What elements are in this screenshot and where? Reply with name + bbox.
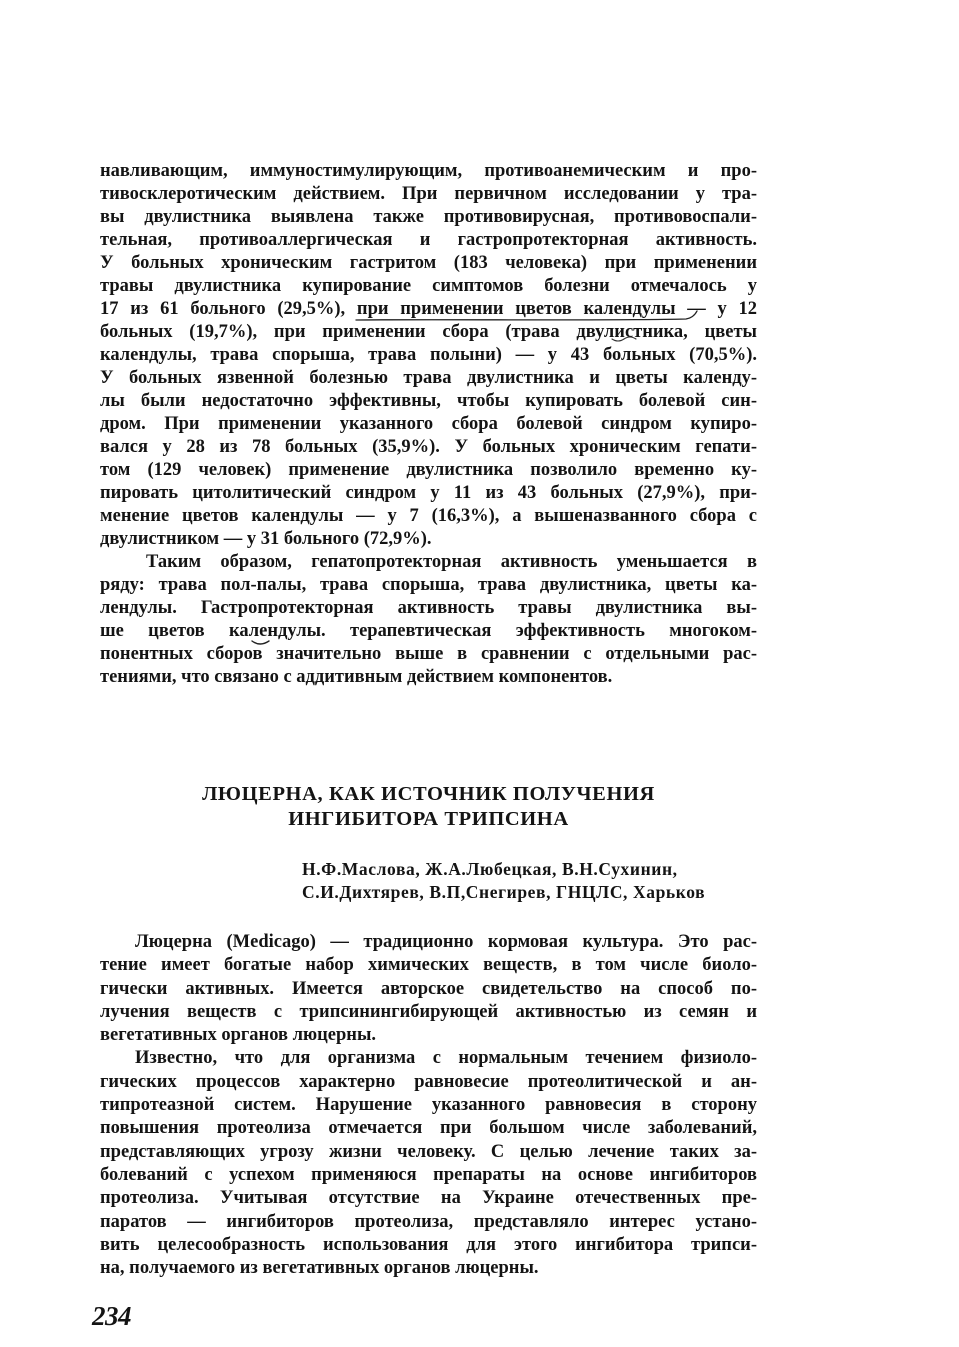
text-line: тениями, что связано с аддитивным действием компонентов. <box>100 667 613 687</box>
paragraph <box>100 551 757 689</box>
article-authors <box>302 858 705 904</box>
text-line: вался у 28 из 78 больных (35,9%). У больных хроническим гепати- <box>100 437 757 457</box>
text-line: ше цветов календулы. терапевтическая эффективность многоком- <box>100 621 757 641</box>
text-line: на, получаемого из вегетативных органов люцерны. <box>100 1258 539 1279</box>
paragraph <box>100 160 757 551</box>
text-line: представляющих угрозу жизни человеку. С целью лечение таких за- <box>100 1141 757 1162</box>
text-line: дром. При применении указанного сбора болевой синдром купиро- <box>100 414 757 434</box>
text-line: паратов — ингибиторов протеолиза, представляло интерес устано- <box>100 1211 757 1232</box>
text-line: пировать цитолитический синдром у 11 из 43 больных (27,9%), при- <box>100 483 757 503</box>
text-line: Люцерна (Medicago) — традиционно кормовая культура. Это рас- <box>135 932 757 952</box>
text-line: У больных язвенной болезнью трава двулистника и цветы календу- <box>100 368 757 388</box>
text-line: гических процессов характерно равновесие протеолитической и ан- <box>100 1071 757 1092</box>
text-line: тивосклеротическим действием. При первичном исследовании у тра- <box>100 184 757 204</box>
text-line: типротеазной систем. Нарушение указанного равновесия в сторону <box>100 1095 757 1116</box>
text-line: У больных хроническим гастритом (183 человека) при применении <box>100 253 757 273</box>
text-line: ряду: трава пол-палы, трава спорыша, трава двулистника, цветы ка- <box>100 575 757 595</box>
text-line: лендулы. Гастропротекторная активность травы двулистника вы- <box>100 598 757 618</box>
text-line: тельная, противоаллергическая и гастропротекторная активность. <box>100 230 757 250</box>
text-line: тение имеет богатые набор химических веществ, в том числе биоло- <box>100 955 757 976</box>
text-line: Известно, что для организма с нормальным течением физиоло- <box>135 1048 757 1069</box>
text-line: Таким образом, гепатопротекторная активность уменьшается в <box>146 552 757 572</box>
text-line: вегетативных органов люцерны. <box>100 1025 377 1046</box>
text-line: травы двулистника купирование симптомов болезни отмечалось у <box>100 276 757 296</box>
text-line: вы двулистника выявлена также противовирусная, противовоспали- <box>100 207 757 227</box>
continued-text <box>100 160 757 689</box>
text-line: двулистником — у 31 больного (72,9%). <box>100 529 432 549</box>
text-line: гически активных. Имеется авторское свидетельство на способ по- <box>100 978 757 999</box>
text-line: болеваний с успехом применяюся препараты на основе ингибиторов <box>100 1164 757 1185</box>
text-line: лы были недостаточно эффективны, чтобы купировать болевой син- <box>100 391 757 411</box>
text-line: лучения веществ с трипсинингибирующей активностью из семян и <box>100 1001 757 1022</box>
author-line: С.И.Дихтярев, В.П,Снегирев, ГНЦЛС, Харьков <box>302 882 706 902</box>
paragraph <box>100 1047 757 1280</box>
text-line: 17 из 61 больного (29,5%), при применении цветов календулы — у 12 <box>100 299 757 319</box>
text-line: протеолиза. Учитывая отсутствие на Украине отечественных пре- <box>100 1188 757 1209</box>
text-line: том (129 человек) применение двулистника позволило временно ку- <box>100 460 757 480</box>
paragraph <box>100 931 757 1047</box>
article-title-line: ЛЮЦЕРНА, КАК ИСТОЧНИК ПОЛУЧЕНИЯ <box>202 783 655 805</box>
author-line: Н.Ф.Маслова, Ж.А.Любецкая, В.Н.Сухинин, <box>302 859 678 879</box>
text-line: навливающим, иммуностимулирующим, противоанемическим и про- <box>100 161 757 181</box>
text-line: повышения протеолиза отмечается при большом числе заболеваний, <box>100 1118 757 1139</box>
article-title <box>100 782 757 832</box>
text-line: понентных сборов значительно выше в сравнении с отдельными рас- <box>100 644 757 664</box>
text-line: менение цветов календулы — у 7 (16,3%), а вышеназванного сбора с <box>100 506 757 526</box>
text-line: вить целесообразность использования для этого ингибитора трипси- <box>100 1234 757 1255</box>
article-title-line: ИНГИБИТОРА ТРИПСИНА <box>288 808 569 830</box>
text-line: календулы, трава спорыша, трава полыни) — у 43 больных (70,5%). <box>100 345 757 365</box>
article-body <box>100 931 757 1280</box>
text-line: больных (19,7%), при применении сбора (трава двулистника, цветы <box>100 322 757 342</box>
page-number: 234 <box>92 1301 131 1331</box>
